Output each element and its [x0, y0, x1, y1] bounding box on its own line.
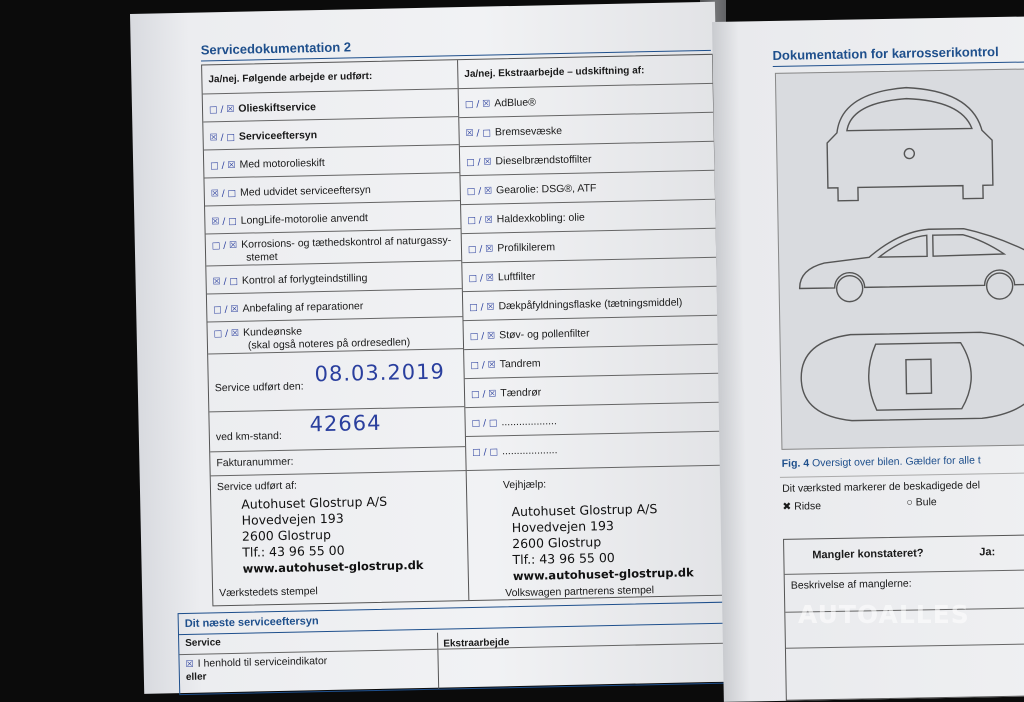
- list-item-label-cont: stemet: [246, 250, 278, 264]
- list-item-label: Støv- og pollenfilter: [499, 327, 590, 342]
- col1-header: Ja/nej. Følgende arbejde er udført:: [208, 70, 373, 86]
- list-item-label: Kundeønske: [242, 325, 303, 339]
- list-item: [472, 444, 557, 459]
- watermark-logo: AUTOALLES: [798, 600, 970, 629]
- km-value: 42664: [309, 410, 382, 437]
- col1-row-divider: [207, 288, 462, 294]
- next-or: eller: [185, 671, 207, 683]
- list-item: [468, 271, 535, 285]
- col1-row-divider: [203, 88, 458, 94]
- list-item: [209, 101, 316, 116]
- car-rear-badge: [904, 148, 914, 158]
- checkbox-pair[interactable]: □ / ☒: [213, 328, 240, 340]
- workshop-stamp: [241, 493, 424, 577]
- car-front-wheel: [836, 275, 862, 301]
- col2-row-divider: [466, 431, 720, 437]
- car-top-cabin: [868, 343, 972, 411]
- next-item-checkbox[interactable]: ☒: [185, 659, 194, 670]
- mark-text: Dit værksted markerer de beskadigede del: [782, 479, 981, 495]
- list-item-label: Tandrem: [499, 357, 541, 371]
- list-item-label: LongLife-motorolie anvendt: [240, 212, 369, 227]
- list-item: [472, 415, 557, 430]
- list-item: [213, 300, 363, 316]
- right-page-title: Dokumentation for karrosserikontrol: [772, 44, 999, 63]
- col2-row-divider: [460, 170, 714, 176]
- fig-caption: Oversigt over bilen. Gælder for alle t: [811, 454, 981, 470]
- col2-row-divider: [463, 315, 717, 321]
- partner-stamp-url: www.autohuset-glostrup.dk: [512, 565, 694, 584]
- next-service-header: Service: [185, 637, 221, 649]
- list-item-label: Serviceeftersyn: [238, 129, 318, 143]
- partner-stamp-label: Volkswagen partnerens stempel: [505, 584, 655, 600]
- left-page-title: Servicedokumentation 2: [200, 39, 352, 58]
- list-item-label: Kontrol af forlygteindstilling: [241, 272, 368, 287]
- next-extra-header: Ekstraarbejde: [443, 637, 510, 650]
- service-date-label: Service udført den:: [214, 380, 304, 395]
- list-item-label: Anbefaling af reparationer: [242, 300, 364, 315]
- fig-rule: [780, 472, 1024, 478]
- checkbox-pair[interactable]: ☒ / □: [210, 188, 237, 200]
- stamp-street: Hovedvejen 193: [241, 510, 344, 528]
- list-item-label: Bremsevæske: [494, 124, 563, 139]
- list-item-label: Dækpåfyldningsflaske (tætningsmiddel): [498, 296, 683, 313]
- col2-row-divider: [464, 344, 718, 350]
- checkbox-pair[interactable]: ☒ / □: [212, 276, 239, 288]
- list-item-label: Med udvidet serviceeftersyn: [239, 183, 371, 199]
- checkbox-pair[interactable]: □ / ☒: [469, 302, 495, 313]
- col1-row-divider: [206, 228, 461, 234]
- list-item-label: Olieskiftservice: [238, 101, 317, 115]
- defects-rule: [785, 569, 1024, 575]
- next-service-title: Dit næste serviceeftersyn: [184, 615, 319, 630]
- checkbox-pair[interactable]: □ / ☒: [211, 240, 238, 252]
- left-page: [130, 2, 729, 694]
- checkbox-pair[interactable]: ☒ / □: [209, 132, 236, 144]
- defects-question: Mangler konstateret?: [812, 547, 924, 562]
- next-item-label: I henhold til serviceindikator: [197, 655, 328, 670]
- invoice-row-top: [210, 446, 465, 452]
- list-item-label-cont: (skal også noteres på ordresedlen): [247, 336, 411, 352]
- next-column-divider: [437, 633, 439, 689]
- col2-row-divider: [459, 112, 713, 118]
- partner-stamp-phone: Tlf.: 43 96 55 00: [512, 549, 615, 568]
- legend-cross: ✖ Ridse: [782, 500, 822, 513]
- list-item: [211, 212, 368, 228]
- col1-row-divider: [204, 172, 459, 178]
- checkbox-pair[interactable]: □ / ☒: [213, 304, 239, 316]
- checkbox-pair[interactable]: □ / ☒: [467, 244, 494, 255]
- car-diagram: [776, 69, 1024, 449]
- list-item: [465, 97, 536, 111]
- list-item-label: Korrosions- og tæthedskontrol af naturgassy-: [241, 234, 452, 251]
- checkbox-pair[interactable]: □ / ☒: [470, 360, 496, 371]
- service-date-value: 08.03.2019: [314, 359, 446, 387]
- list-item-label: Dieselbrændstoffilter: [495, 153, 592, 168]
- checkbox-pair[interactable]: □ / □: [471, 418, 498, 429]
- partner-stamp-city: 2600 Glostrup: [512, 534, 602, 552]
- checkbox-pair[interactable]: □ / ☒: [468, 273, 495, 284]
- list-item: [469, 296, 682, 313]
- defects-rule-3: [786, 643, 1024, 649]
- col2-row-divider: [462, 257, 716, 263]
- checkbox-pair[interactable]: □ / □: [472, 447, 499, 458]
- km-label: ved km-stand:: [215, 429, 282, 444]
- list-item: [209, 129, 317, 144]
- col2-row-divider: [465, 373, 719, 379]
- list-item: [471, 386, 541, 400]
- defects-yes: Ja:: [979, 546, 996, 559]
- list-item: [467, 182, 597, 198]
- fig-label: Fig. 4: [781, 457, 810, 470]
- checkbox-pair[interactable]: ☒ / □: [465, 128, 492, 139]
- list-item-label: AdBlue®: [494, 96, 537, 110]
- col2-row-divider: [462, 228, 716, 234]
- list-item-label: Luftfilter: [497, 270, 536, 284]
- list-item-label: Profilkilerem: [497, 241, 556, 255]
- col1-row-divider: [203, 116, 458, 122]
- next-service-box: [178, 602, 727, 695]
- list-item-label: Tændrør: [500, 386, 542, 400]
- invoice-label: Fakturanummer:: [216, 455, 294, 470]
- partner-stamp-name: Autohuset Glostrup A/S: [511, 501, 658, 520]
- list-item-label: ...................: [501, 444, 558, 458]
- car-rear-window: [846, 97, 972, 130]
- col2-row-divider: [463, 286, 717, 292]
- col2-row-divider: [459, 83, 713, 89]
- stamp-city: 2600 Glostrup: [241, 526, 332, 544]
- col1-row-divider: [205, 200, 460, 206]
- list-item: [212, 234, 452, 264]
- col2-header: Ja/nej. Ekstraarbejde – udskiftning af:: [464, 65, 645, 81]
- car-rear-wheel: [986, 273, 1012, 299]
- list-item: [465, 125, 562, 140]
- list-item-label: Gearolie: DSG®, ATF: [495, 182, 597, 197]
- partner-stamp-street: Hovedvejen 193: [511, 517, 615, 536]
- performed-by-label: Service udført af:: [216, 479, 297, 494]
- roadside-label: Vejhjælp:: [502, 478, 547, 492]
- checkbox-pair[interactable]: ☒ / □: [211, 216, 237, 228]
- list-item: [466, 153, 592, 169]
- col2-row-divider: [460, 141, 714, 147]
- checkbox-pair[interactable]: □ / ☒: [466, 157, 492, 168]
- car-top-view: [800, 331, 1024, 421]
- legend-circle: ○ Bule: [906, 496, 937, 509]
- column-divider: [457, 60, 469, 600]
- list-item-label: Haldexkobling: olie: [496, 211, 585, 226]
- col2-row-divider: [461, 199, 715, 205]
- list-item: [211, 184, 371, 200]
- car-rear-view: [826, 86, 993, 201]
- checkbox-pair[interactable]: □ / ☒: [467, 215, 493, 226]
- list-item: [210, 157, 325, 172]
- list-item: [470, 327, 590, 343]
- list-item: [214, 323, 411, 352]
- checkbox-pair[interactable]: □ / ☒: [469, 331, 496, 342]
- checkbox-pair[interactable]: □ / ☒: [210, 160, 236, 172]
- service-form: [201, 54, 724, 607]
- checkbox-pair[interactable]: □ / ☒: [208, 104, 235, 116]
- col1-row-divider: [204, 144, 459, 150]
- stamp-phone: Tlf.: 43 96 55 00: [242, 542, 345, 560]
- fig-caption-row: [782, 454, 981, 469]
- workshop-stamp-label: Værkstedets stempel: [219, 585, 318, 600]
- col1-row-divider: [207, 316, 462, 322]
- car-side-view: [799, 227, 1024, 288]
- defects-desc: Beskrivelse af manglerne:: [790, 577, 912, 592]
- list-item: [470, 357, 540, 371]
- car-diagram-frame: [775, 68, 1024, 450]
- list-item: [212, 272, 367, 288]
- list-item-label: Med motorolieskift: [239, 156, 325, 171]
- stamp-url: www.autohuset-glostrup.dk: [242, 557, 424, 576]
- list-item-label: ...................: [501, 415, 557, 429]
- stamp-name: Autohuset Glostrup A/S: [241, 493, 388, 512]
- checkbox-pair[interactable]: □ / ☒: [470, 389, 497, 400]
- col2-row-divider: [465, 402, 719, 408]
- list-item: [467, 212, 585, 227]
- partner-stamp: [511, 500, 694, 584]
- list-item: [468, 241, 555, 256]
- car-sunroof: [906, 359, 932, 393]
- checkbox-pair[interactable]: □ / ☒: [464, 99, 491, 111]
- next-item: [185, 655, 327, 671]
- checkbox-pair[interactable]: □ / ☒: [466, 186, 493, 197]
